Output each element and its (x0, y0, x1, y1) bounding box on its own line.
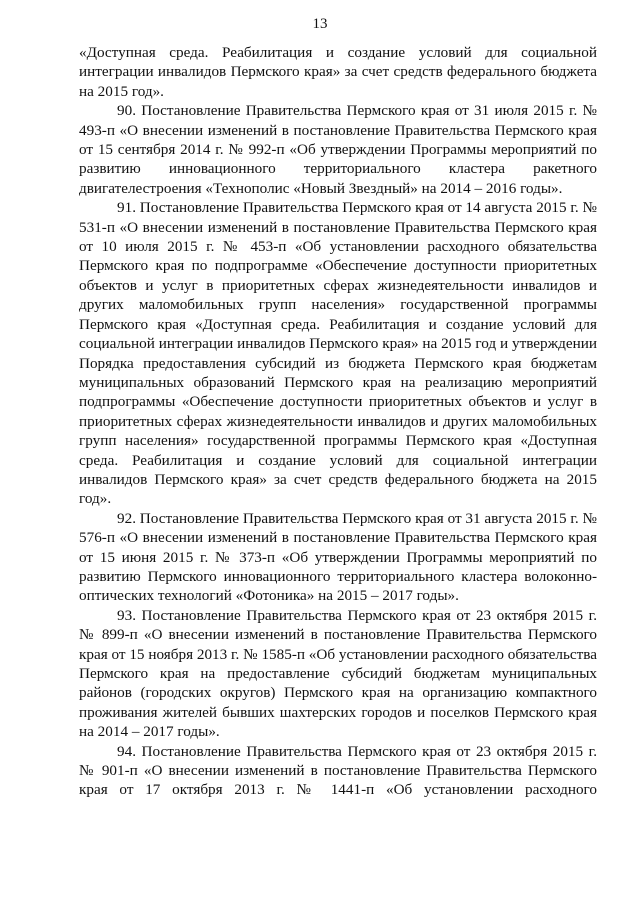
paragraph-continuation: «Доступная среда. Реабилитация и создание условий для социальной интеграции инвалидов Пермского края» за счет средств федерального бюджета на 2015 год». (79, 44, 597, 100)
paragraph-item-91: 91. Постановление Правительства Пермского края от 14 августа 2015 г. № 531-п «О внесении изменений в постановление Правительства Пермского края от 10 июля 2015 г. № 453-п «Об установлении расходного обязательства Пермского края по подпрограмме «Обеспечение доступности приоритетных объектов и услуг в приоритетных сферах жизнедеятельности инвалидов и других маломобильных групп населения» государственной программы Пермского края «Доступная среда. Реабилитация и создание условий для социальной интеграции инвалидов Пермского края» на 2015 год и утверждении Порядка предоставления субсидий из бюджета Пермского края бюджетам муниципальных образований Пермского края на реализацию мероприятий подпрограммы «Обеспечение доступности приоритетных объектов и услуг в приоритетных сферах жизнедеятельности инвалидов и других маломобильных групп населения» государственной программы Пермского края «Доступная среда. Реабилитация и создание условий для социальной интеграции инвалидов Пермского края» за счет средств федерального бюджета на 2015 год». (79, 199, 597, 508)
paragraph-item-93: 93. Постановление Правительства Пермского края от 23 октября 2015 г. № 899-п «О внесении изменений в постановление Правительства Пермского края от 15 ноября 2013 г. № 1585-п «Об установлении расходного обязательства Пермского края на предоставление субсидий бюджетам муниципальных районов (городских округов) Пермского края на организацию компактного проживания жителей бывших шахтерских городов и поселков Пермского края на 2014 – 2017 годы». (79, 606, 597, 741)
page-number: 13 (312, 16, 328, 32)
paragraph-item-90: 90. Постановление Правительства Пермского края от 31 июля 2015 г. № 493-п «О внесении изменений в постановление Правительства Пермского края от 15 сентября 2014 г. № 992-п «Об утверждении Программы мероприятий по развитию инновационного территориального кластера ракетного двигателестроения «Технополис «Новый Звездный» на 2014 – 2016 годы». (79, 102, 597, 197)
paragraph-item-94: 94. Постановление Правительства Пермского края от 23 октября 2015 г. № 901-п «О внесении изменений в постановление Правительства Пермского края от 17 октября 2013 г. № 1441-п «Об установлении расходного (79, 742, 597, 799)
document-body (79, 43, 597, 800)
paragraph-item-92: 92. Постановление Правительства Пермского края от 31 августа 2015 г. № 576-п «О внесении изменений в постановление Правительства Пермского края от 15 июня 2015 г. № 373-п «Об утверждении Программы мероприятий по развитию Пермского инновационного территориального кластера волоконно-оптических технологий «Фотоника» на 2015 – 2017 годы». (79, 509, 597, 605)
